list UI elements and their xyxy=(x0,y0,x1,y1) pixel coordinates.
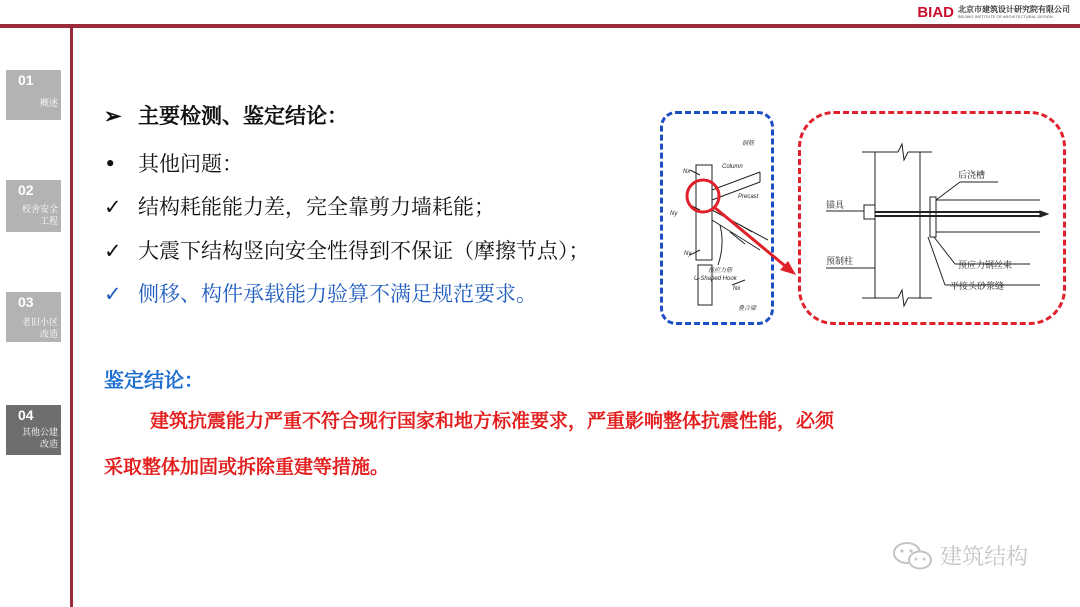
diagram-label: Ny xyxy=(670,211,678,217)
diagram-label: 锚具 xyxy=(826,201,845,211)
list-item-highlight: ✓ 侧移、构件承载能力验算不满足规范要求。 xyxy=(104,282,537,306)
arrow-bullet-icon: ➢ xyxy=(104,103,122,128)
watermark-text: 建筑结构 xyxy=(940,545,1029,570)
diagram-label: Nx xyxy=(683,169,691,175)
diagram-label: U-Shaped Hook xyxy=(694,276,737,282)
precast-column-connection-detail xyxy=(826,144,1048,306)
conclusion-text-line2: 采取整体加固或拆除重建等措施。 xyxy=(104,456,390,478)
sidebar-item-label: 概述 xyxy=(39,99,58,109)
diagram-label: 预应力钢丝束 xyxy=(958,261,1013,271)
diagram-label: 钢筋 xyxy=(742,141,755,147)
diagram-label: Ny xyxy=(684,251,692,257)
conclusion-text-line1: 建筑抗震能力严重不符合现行国家和地方标准要求，严重影响整体抗震性能，必须 xyxy=(150,410,835,432)
diagram-label: 预应力筋 xyxy=(708,268,733,274)
watermark xyxy=(892,540,1028,571)
main-heading: ➢ 主要检测、鉴定结论： xyxy=(104,103,348,128)
checkmark-icon: ✓ xyxy=(104,239,122,263)
conclusion-title: 鉴定结论： xyxy=(104,368,204,392)
sidebar-item-label: 其他公建 改造 xyxy=(21,428,58,450)
list-item: ✓ 大震下结构竖向安全性得到不保证（摩擦节点）； xyxy=(104,239,590,263)
wechat-icon xyxy=(892,541,934,571)
sidebar-item-number: 03 xyxy=(18,294,34,310)
logo-chinese-name: 北京市建筑设计研究院有限公司 xyxy=(958,4,1070,14)
logo-mark: BIAD xyxy=(917,3,954,21)
diagram-label: Precast xyxy=(738,194,759,200)
callout-arrow xyxy=(714,207,790,270)
beam-column-joint-sketch xyxy=(690,165,768,305)
sidebar-item-number: 04 xyxy=(18,407,34,423)
diagram-label: Column xyxy=(722,164,743,170)
sidebar-item-label: 老旧小区 改造 xyxy=(21,318,58,340)
diagram-label: 平接头砂浆缝 xyxy=(950,282,1005,292)
diagram-label: 叠合梁 xyxy=(738,306,757,312)
checkmark-icon: ✓ xyxy=(104,282,122,306)
sidebar-item-label: 校舍安全 工程 xyxy=(21,205,58,227)
diagram-label: 预制柱 xyxy=(826,257,854,267)
dot-bullet-icon: • xyxy=(104,152,117,176)
logo-english-name: BEIJING INSTITUTE OF ARCHITECTURAL DESIGN xyxy=(958,13,1053,19)
checkmark-icon: ✓ xyxy=(104,195,122,219)
list-item-other: • 其他问题： xyxy=(104,152,243,176)
sidebar-item-number: 01 xyxy=(18,72,34,88)
list-item: ✓ 结构耗能能力差，完全靠剪力墙耗能； xyxy=(104,195,495,219)
diagram-label: Nx xyxy=(733,286,741,292)
diagram-label: 后浇槽 xyxy=(958,171,986,181)
sidebar-item-number: 02 xyxy=(18,182,34,198)
